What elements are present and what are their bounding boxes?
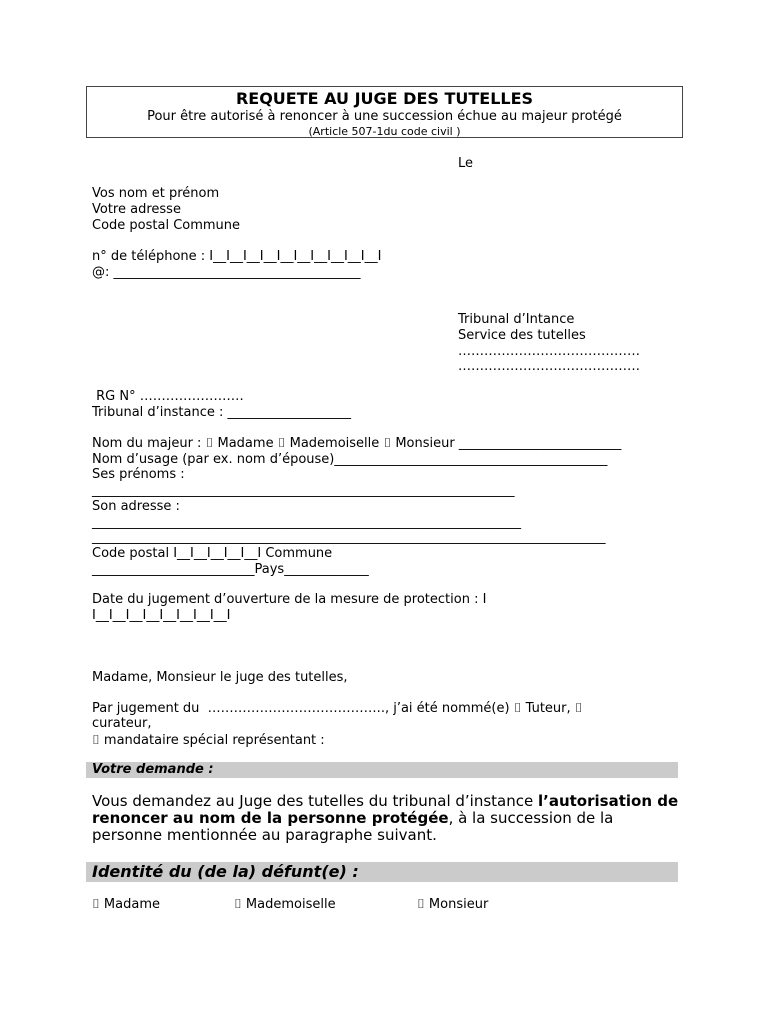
nomination-mandataire[interactable]: ⌷ mandataire spécial représentant : (92, 733, 325, 748)
judgment-date-field[interactable]: I__I__I__I__I__I__I__I__I (92, 608, 231, 623)
recipient-line-1: Tribunal d’Intance (458, 312, 575, 327)
salutation: Madame, Monsieur le juge des tutelles, (92, 670, 348, 685)
date-label: Le (458, 156, 474, 171)
tribunal-field[interactable]: Tribunal d’instance : ___________________ (92, 405, 352, 420)
checkbox-madame[interactable]: ⌷ Madame (92, 897, 160, 912)
nomination-curateur: curateur, (92, 716, 152, 731)
majeur-name-field[interactable]: Nom du majeur : ⌷ Madame ⌷ Mademoiselle ⌷ Monsieur _________________________ (92, 436, 622, 451)
usage-name-field[interactable]: Nom d’usage (par ex. nom d’épouse)__________________________________________ (92, 452, 608, 467)
recipient-line-4[interactable]: …………………………………… (458, 359, 640, 374)
article-reference: (Article 507-1du code civil ) (308, 125, 461, 138)
sender-address[interactable]: Votre adresse (92, 202, 181, 217)
demande-text-bold: l’autorisation de renoncer au nom de la personne protégée (92, 792, 679, 827)
checkbox-monsieur[interactable]: ⌷ Monsieur (417, 897, 489, 912)
sender-name[interactable]: Vos nom et prénom (92, 186, 220, 201)
recipient-line-3[interactable]: …………………………………… (458, 344, 640, 359)
nomination-line[interactable]: Par jugement du ………………………………….., j’ai été nommé(e) ⌷ Tuteur, ⌷ (92, 701, 583, 716)
header-box (86, 86, 683, 138)
demande-paragraph (92, 793, 682, 844)
recipient-line-2: Service des tutelles (458, 328, 586, 343)
judgment-date-label: Date du jugement d’ouverture de la mesure de protection : I (92, 592, 487, 607)
document-title: REQUETE AU JUGE DES TUTELLES (235, 89, 534, 108)
adresse-field-1[interactable]: __________________________________________________________________ (92, 515, 521, 530)
checkbox-mademoiselle[interactable]: ⌷ Mademoiselle (234, 897, 336, 912)
demande-text-2: , à la succession de la personne mentionnée au paragraphe suivant. (92, 809, 614, 844)
country-field[interactable]: _________________________Pays_____________ (92, 562, 369, 577)
postal-code-field[interactable]: Code postal I__I__I__I__I__I Commune (92, 546, 333, 561)
phone-field[interactable]: n° de téléphone : I__I__I__I__I__I__I__I__I__I__I (92, 249, 382, 264)
document-subtitle: Pour être autorisé à renoncer à une succession échue au majeur protégé (147, 109, 622, 124)
email-field[interactable]: @: ______________________________________ (92, 265, 361, 280)
adresse-field-2[interactable]: _______________________________________________________________________________ (92, 530, 606, 545)
prenoms-label: Ses prénoms : (92, 467, 185, 482)
adresse-label: Son adresse : (92, 499, 180, 514)
sender-postal[interactable]: Code postal Commune (92, 218, 241, 233)
rg-number-field[interactable]: RG N° …………………… (92, 389, 244, 404)
prenoms-field[interactable]: _________________________________________________________________ (92, 483, 515, 498)
demande-text-1: Vous demandez au Juge des tutelles du tribunal d’instance (92, 792, 538, 810)
section-demande-heading: Votre demande : (86, 762, 678, 778)
section-defunt-heading: Identité du (de la) défunt(e) : (86, 862, 678, 882)
